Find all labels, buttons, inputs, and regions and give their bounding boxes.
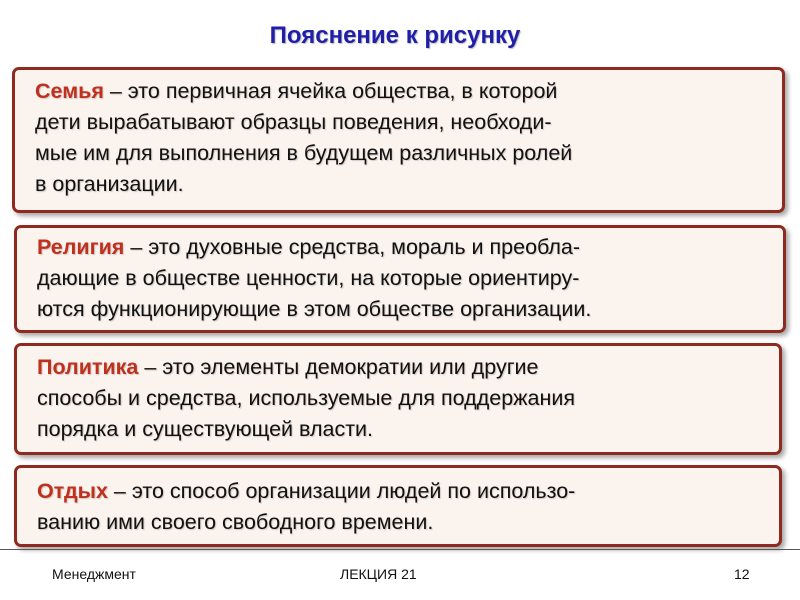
footer-lecture-label: ЛЕКЦИЯ 21 xyxy=(340,566,417,582)
footer-page-number: 12 xyxy=(734,566,750,582)
definition-text xyxy=(37,352,769,445)
definition-line: способы и средства, используемые для поддержания xyxy=(37,386,576,410)
definition-line xyxy=(37,352,769,383)
definition-text xyxy=(35,76,772,200)
definition-card-leisure xyxy=(14,465,782,547)
definition-text xyxy=(37,232,773,325)
term-politics: Политика xyxy=(37,355,139,379)
definition-line xyxy=(37,232,773,263)
definition-line: в организации. xyxy=(35,172,184,196)
definition-line-text: – это духовные средства, мораль и преобла- xyxy=(124,235,581,259)
definition-line: мые им для выполнения в будущем различных ролей xyxy=(35,141,573,165)
definition-line xyxy=(35,76,772,107)
definition-line: порядка и существующей власти. xyxy=(37,417,374,441)
definition-line-text: – это элементы демократии или другие xyxy=(138,355,539,379)
slide-title: Пояснение к рисунку xyxy=(269,22,521,49)
definition-line-text: – это первичная ячейка общества, в которой xyxy=(103,79,558,103)
definition-line xyxy=(37,476,769,507)
definition-line-text: – это способ организации людей по использо- xyxy=(107,479,576,503)
definition-text xyxy=(37,476,769,538)
definition-line: дети вырабатывают образцы поведения, необходи- xyxy=(35,110,552,134)
definition-card-religion xyxy=(14,225,786,333)
term-family: Семья xyxy=(35,79,104,103)
term-religion: Религия xyxy=(37,235,125,259)
definition-line: ванию ими своего свободного времени. xyxy=(37,510,434,534)
definition-line: дающие в обществе ценности, на которые ориентиру- xyxy=(37,266,580,290)
definition-card-family xyxy=(12,67,785,213)
term-leisure: Отдых xyxy=(37,479,108,503)
footer-divider xyxy=(0,549,800,550)
definition-line: ются функционирующие в этом обществе организации. xyxy=(37,297,592,321)
footer-course-name: Менеджмент xyxy=(52,566,136,582)
definition-card-politics xyxy=(14,343,782,455)
